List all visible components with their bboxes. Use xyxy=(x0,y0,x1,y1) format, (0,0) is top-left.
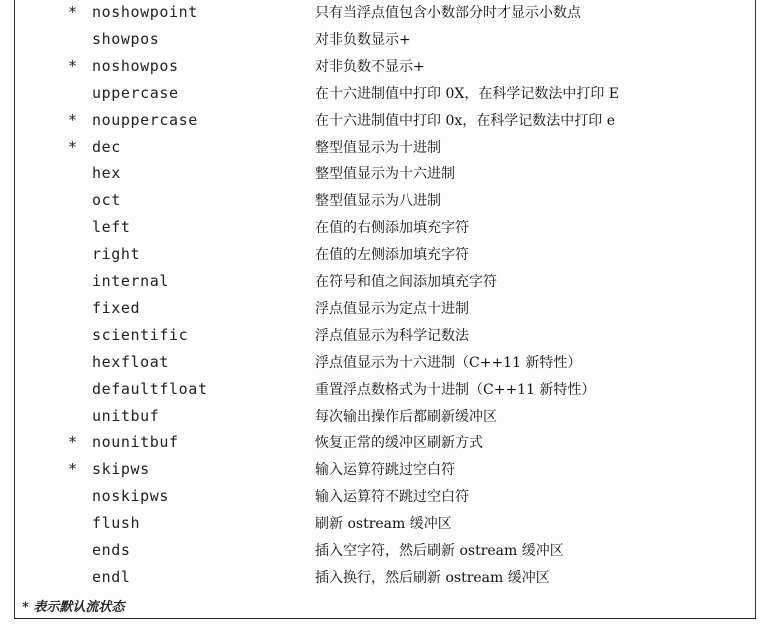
manipulator-description: 重置浮点数格式为十进制（C++11 新特性） xyxy=(315,381,596,398)
manipulator-name: noskipws xyxy=(92,487,170,506)
table-row xyxy=(0,242,762,269)
manipulator-description: 在十六进制值中打印 0x，在科学记数法中打印 e xyxy=(315,112,615,129)
table-row xyxy=(0,484,762,511)
table-row xyxy=(0,135,762,162)
manipulator-description: 整型值显示为十六进制 xyxy=(315,166,455,183)
manipulator-name: nouppercase xyxy=(92,110,198,129)
manipulator-name: skipws xyxy=(92,460,150,479)
manipulator-name: fixed xyxy=(92,298,141,317)
manipulator-description: 在十六进制值中打印 0X，在科学记数法中打印 E xyxy=(315,85,619,102)
table-row xyxy=(0,511,762,538)
manipulator-description: 插入换行，然后刷新 ostream 缓冲区 xyxy=(315,569,550,586)
table-footnote: * 表示默认流状态 xyxy=(22,600,125,615)
manipulator-name: hex xyxy=(92,164,121,183)
manipulator-name: internal xyxy=(92,272,170,290)
manipulator-description: 输入运算符跳过空白符 xyxy=(315,462,455,479)
table-row xyxy=(0,404,762,431)
default-state-marker: * xyxy=(68,137,78,156)
table-row xyxy=(0,538,762,565)
table-row xyxy=(0,430,762,457)
default-state-marker: * xyxy=(68,433,78,452)
manipulator-name: nounitbuf xyxy=(92,433,179,452)
manipulator-description: 在符号和值之间添加填充字符 xyxy=(315,274,497,290)
manipulator-description: 对非负数不显示+ xyxy=(315,58,425,75)
manipulator-description: 对非负数显示+ xyxy=(315,31,411,48)
manipulator-name: flush xyxy=(92,514,141,533)
manipulator-description: 输入运算符不跳过空白符 xyxy=(315,489,469,506)
manipulator-name: hexfloat xyxy=(92,352,170,371)
manipulator-description: 每次输出操作后都刷新缓冲区 xyxy=(315,408,497,425)
manipulator-name: defaultfloat xyxy=(92,379,208,398)
table-row xyxy=(0,215,762,242)
manipulator-description: 在值的左侧添加填充字符 xyxy=(315,247,469,264)
manipulator-description: 整型值显示为八进制 xyxy=(315,193,441,210)
table-row xyxy=(0,323,762,350)
manipulator-description: 刷新 ostream 缓冲区 xyxy=(315,516,452,533)
default-state-marker: * xyxy=(68,110,78,129)
table-row xyxy=(0,565,762,592)
manipulator-description: 恢复正常的缓冲区刷新方式 xyxy=(315,435,483,452)
table-row xyxy=(0,377,762,404)
manipulator-name: ends xyxy=(92,541,131,559)
manipulator-description: 只有当浮点值包含小数部分时才显示小数点 xyxy=(315,5,581,21)
manipulator-name: uppercase xyxy=(92,83,179,102)
manipulator-description: 插入空字符，然后刷新 ostream 缓冲区 xyxy=(315,543,564,559)
manipulator-description: 浮点值显示为科学记数法 xyxy=(315,327,469,344)
manipulator-name: showpos xyxy=(92,29,160,48)
table-row xyxy=(0,350,762,377)
table-row xyxy=(0,296,762,323)
table-row xyxy=(0,54,762,81)
manipulator-name: right xyxy=(92,245,141,264)
manipulator-description: 在值的右侧添加填充字符 xyxy=(315,220,469,237)
manipulator-name: oct xyxy=(92,191,121,210)
table-row xyxy=(0,108,762,135)
manipulator-description: 浮点值显示为定点十进制 xyxy=(315,300,469,317)
table-row xyxy=(0,161,762,188)
default-state-marker: * xyxy=(68,460,78,479)
table-row xyxy=(0,457,762,484)
table-row xyxy=(0,27,762,54)
table-row xyxy=(0,81,762,108)
table-row xyxy=(0,188,762,215)
manipulator-name: scientific xyxy=(92,325,189,344)
table-row xyxy=(0,269,762,296)
manipulator-name: left xyxy=(92,218,131,237)
manipulator-description: 整型值显示为十进制 xyxy=(315,139,441,156)
manipulator-name: endl xyxy=(92,567,131,586)
manipulator-name: noshowpoint xyxy=(92,3,198,21)
manipulator-name: unitbuf xyxy=(92,406,160,425)
table-row xyxy=(0,0,762,27)
manipulator-name: dec xyxy=(92,137,121,156)
default-state-marker: * xyxy=(68,3,78,21)
default-state-marker: * xyxy=(68,56,78,75)
manipulator-description: 浮点值显示为十六进制（C++11 新特性） xyxy=(315,354,582,371)
manipulator-name: noshowpos xyxy=(92,56,179,75)
